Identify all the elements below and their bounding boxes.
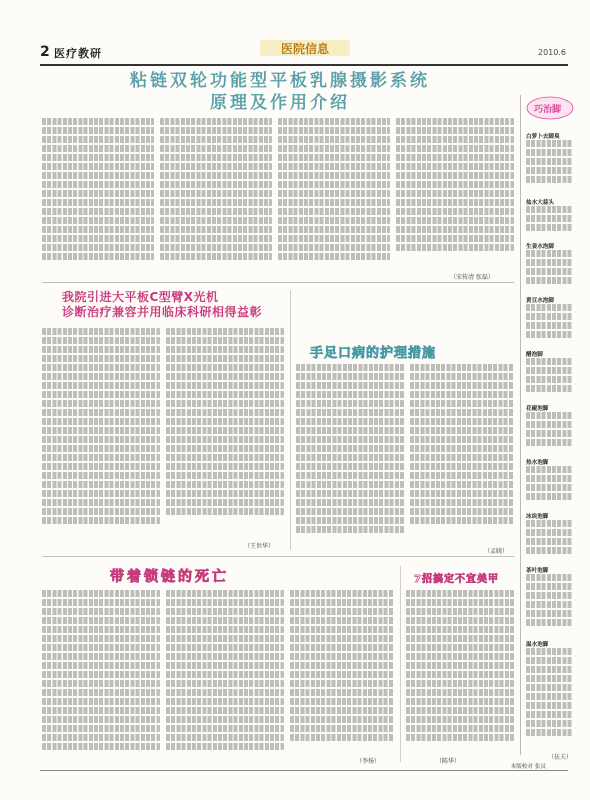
sidebar-heading-10: 温水泡脚	[526, 642, 549, 648]
chained-death-column-2	[166, 590, 284, 760]
masthead-logo	[260, 38, 350, 58]
chained-death-column-3	[290, 590, 394, 750]
sidebar-heading-8: 冰块泡脚	[526, 514, 549, 520]
hfmd-byline: （孟晓）	[484, 548, 509, 555]
main-article-column-4	[396, 118, 514, 268]
main-article-column-2	[160, 118, 272, 268]
chained-death-column-1	[42, 590, 160, 760]
sidebar-text-5	[526, 358, 572, 398]
cbct-article-column-1	[42, 328, 160, 538]
sidebar-heading-5: 醋泡脚	[526, 352, 543, 358]
footer-credit: 本版校对 张员	[510, 764, 546, 770]
headline-manicure: 7招搞定不宜美甲	[414, 574, 499, 585]
sidebar-text-8	[526, 520, 572, 560]
section-divider-2	[42, 556, 514, 557]
sidebar-text-2	[526, 206, 572, 236]
hfmd-article-column-1	[296, 364, 404, 544]
column-divider-mid	[290, 290, 291, 550]
page-header	[40, 38, 568, 66]
sidebar-byline: （伍夫）	[548, 754, 573, 761]
sidebar-heading-1: 白萝卜去脚臭	[526, 134, 560, 140]
sidebar-heading-2: 盐水大蒜头	[526, 200, 554, 206]
sidebar-badge-text: 巧治脚	[534, 105, 562, 115]
main-article-title	[60, 70, 500, 114]
chained-death-byline: （李扬）	[356, 758, 381, 765]
sidebar-heading-9: 茶叶泡脚	[526, 568, 549, 574]
manicure-article	[406, 590, 514, 750]
sidebar-heading-6: 花椒泡脚	[526, 406, 549, 412]
column-divider-bottom	[400, 566, 401, 762]
cbct-article-column-2	[166, 328, 284, 538]
sidebar-text-6	[526, 412, 572, 452]
column-name: 医疗教研	[54, 47, 102, 60]
sidebar-heading-7: 热水泡脚	[526, 460, 549, 466]
header-rule	[40, 64, 568, 66]
main-title-line1: 粘链双轮功能型平板乳腺摄影系统	[130, 71, 430, 91]
sidebar-heading-4: 黄豆水泡脚	[526, 298, 554, 304]
sidebar-text-1	[526, 140, 572, 192]
sidebar-text-10	[526, 648, 572, 748]
sidebar-text-9	[526, 574, 572, 634]
headline-cbct-line1: 我院引进大平板C型臂X光机	[62, 290, 219, 304]
masthead-text: 医院信息	[280, 42, 330, 56]
main-article-column-3	[278, 118, 390, 268]
main-title-line2: 原理及作用介绍	[210, 93, 350, 113]
section-divider-1	[42, 282, 514, 283]
hfmd-article-column-2	[410, 364, 514, 544]
sidebar-text-7	[526, 466, 572, 506]
sidebar-text-3	[526, 250, 572, 290]
headline-chained-death: 带着锁链的死亡	[110, 569, 229, 585]
headline-cbct-line2: 诊断治疗兼容并用临床科研相得益彰	[62, 305, 263, 319]
headline-hfmd: 手足口病的护理措施	[310, 346, 437, 361]
main-article-column-1	[42, 118, 154, 268]
sidebar-heading-3: 生姜水泡脚	[526, 244, 554, 250]
page-number: 2	[40, 44, 50, 60]
main-article-byline: （宋传清 张磊）	[450, 274, 494, 281]
issue-date: 2010.6	[538, 48, 566, 57]
sidebar-text-4	[526, 304, 572, 344]
cbct-byline: （王世华）	[244, 543, 275, 550]
headline-cbct	[62, 290, 282, 320]
manicure-byline: （陈华）	[436, 758, 461, 765]
footer-rule	[40, 770, 568, 771]
